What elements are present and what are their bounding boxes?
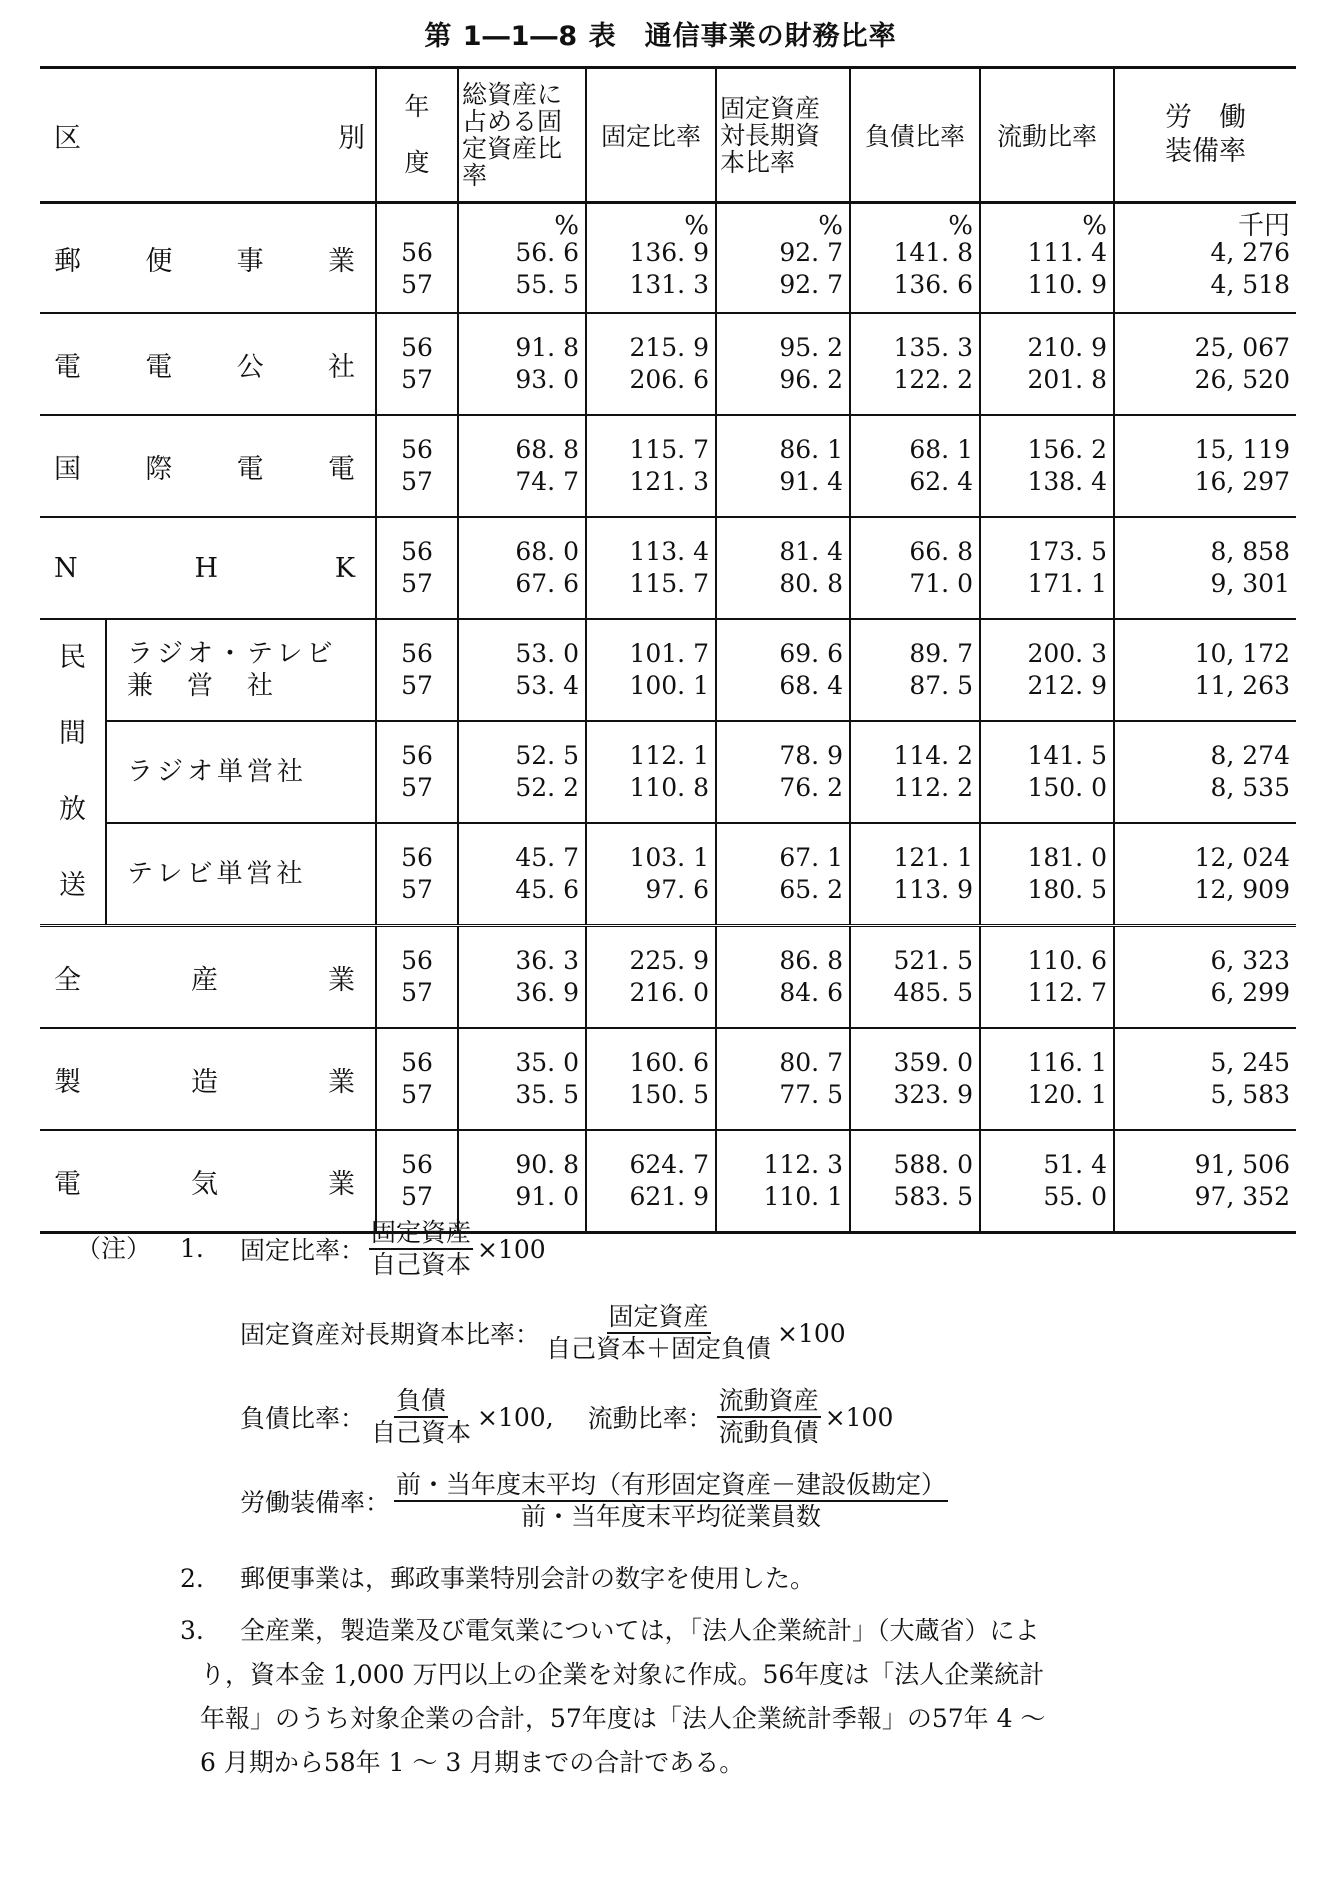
cell-c6 [1114, 415, 1296, 517]
cell-c6 [1114, 203, 1296, 314]
value: 200. 3 [1027, 639, 1107, 668]
year: 57 [401, 1080, 433, 1109]
unit-label: % [948, 211, 973, 241]
cell-year [376, 619, 458, 721]
value: 89. 7 [909, 639, 973, 668]
cell-year [376, 517, 458, 619]
value: 120. 1 [1027, 1080, 1107, 1109]
year: 56 [401, 1150, 433, 1179]
unit-label: % [554, 211, 579, 241]
cell-c6 [1114, 721, 1296, 823]
value: 92. 7 [779, 270, 843, 299]
cell-c6 [1114, 823, 1296, 926]
value: 103. 1 [629, 843, 709, 872]
cell-c4 [850, 619, 980, 721]
value: 11, 263 [1194, 671, 1290, 700]
cell-c3 [716, 415, 850, 517]
group-label-minkan: 民 間 放 送 [40, 619, 106, 926]
value: 141. 8 [893, 238, 973, 267]
table-row [40, 823, 1296, 926]
value: 35. 0 [515, 1048, 579, 1077]
cell-c2 [586, 619, 716, 721]
value: 9, 301 [1210, 569, 1290, 598]
cell-c5 [980, 1130, 1114, 1233]
header-kubun: 区 別 [40, 68, 376, 203]
header-col4: 負債比率 [850, 68, 980, 203]
value: 76. 2 [779, 773, 843, 802]
row-label: ラジオ・テレビ 兼 営 社 [106, 619, 376, 721]
header-col2: 固定比率 [586, 68, 716, 203]
value: 215. 9 [629, 333, 709, 362]
value: 121. 1 [893, 843, 973, 872]
row-label: N H K [40, 517, 376, 619]
value: 100. 1 [629, 671, 709, 700]
year: 56 [401, 435, 433, 464]
year: 57 [401, 671, 433, 700]
row-label: 国 際 電 電 [40, 415, 376, 517]
value: 55. 0 [1043, 1182, 1107, 1211]
cell-year [376, 823, 458, 926]
table-row [40, 313, 1296, 415]
formula-fixed-long-term: 固定資産対長期資本比率： $\frac{\text{固定資産}}{\text{自己資本＋固定負債}}$ ×100 [240, 1302, 846, 1363]
value: 26, 520 [1194, 365, 1290, 394]
value: 113. 4 [629, 537, 709, 566]
cell-c5 [980, 823, 1114, 926]
value: 53. 4 [515, 671, 579, 700]
cell-c2 [586, 313, 716, 415]
value: 171. 1 [1027, 569, 1107, 598]
cell-c5 [980, 517, 1114, 619]
cell-c1 [458, 1028, 586, 1130]
value: 116. 1 [1027, 1048, 1107, 1077]
unit-label: % [684, 211, 709, 241]
value: 115. 7 [629, 435, 709, 464]
value: 52. 5 [515, 741, 579, 770]
value: 8, 858 [1210, 537, 1290, 566]
cell-c3 [716, 517, 850, 619]
value: 112. 3 [763, 1150, 843, 1179]
value: 67. 1 [779, 843, 843, 872]
cell-c2 [586, 1130, 716, 1233]
table-row [40, 619, 1296, 721]
value: 86. 1 [779, 435, 843, 464]
value: 77. 5 [779, 1080, 843, 1109]
row-label: 全 産 業 [40, 926, 376, 1029]
cell-c1 [458, 926, 586, 1029]
value: 4, 518 [1210, 270, 1290, 299]
value: 96. 2 [779, 365, 843, 394]
value: 621. 9 [629, 1182, 709, 1211]
note-text-3a: 全産業，製造業及び電気業については，「法人企業統計」（大蔵省）によ [240, 1616, 1040, 1645]
value: 5, 245 [1210, 1048, 1290, 1077]
value: 45. 6 [515, 875, 579, 904]
value: 45. 7 [515, 843, 579, 872]
cell-c6 [1114, 1130, 1296, 1233]
cell-c6 [1114, 517, 1296, 619]
value: 156. 2 [1027, 435, 1107, 464]
cell-c4 [850, 415, 980, 517]
table-row [40, 415, 1296, 517]
notes-prefix: （注） [76, 1234, 152, 1263]
value: 624. 7 [629, 1150, 709, 1179]
note-text-2: 郵便事業は，郵政事業特別会計の数字を使用した。 [240, 1564, 816, 1593]
value: 71. 0 [909, 569, 973, 598]
table-row [40, 1130, 1296, 1233]
cell-year [376, 415, 458, 517]
value: 87. 5 [909, 671, 973, 700]
note-number-2: 2. [180, 1564, 204, 1593]
value: 111. 4 [1027, 238, 1107, 267]
year: 56 [401, 843, 433, 872]
formula-fixed-ratio: 固定比率： $\frac{\text{固定資産}}{\text{自己資本}}$ ×100 [240, 1218, 546, 1279]
value: 65. 2 [779, 875, 843, 904]
value: 68. 8 [515, 435, 579, 464]
cell-c5 [980, 313, 1114, 415]
value: 110. 8 [629, 773, 709, 802]
value: 485. 5 [893, 978, 973, 1007]
value: 81. 4 [779, 537, 843, 566]
value: 212. 9 [1027, 671, 1107, 700]
year: 57 [401, 1182, 433, 1211]
year: 57 [401, 270, 433, 299]
unit-label: % [1082, 211, 1107, 241]
cell-c4 [850, 517, 980, 619]
cell-c1 [458, 203, 586, 314]
cell-c1 [458, 823, 586, 926]
value: 115. 7 [629, 569, 709, 598]
row-label: 電 電 公 社 [40, 313, 376, 415]
cell-c4 [850, 823, 980, 926]
value: 84. 6 [779, 978, 843, 1007]
value: 25, 067 [1194, 333, 1290, 362]
header-col3: 固定資産 対長期資 本比率 [716, 68, 850, 203]
value: 112. 7 [1027, 978, 1107, 1007]
value: 135. 3 [893, 333, 973, 362]
value: 173. 5 [1027, 537, 1107, 566]
cell-c5 [980, 415, 1114, 517]
value: 138. 4 [1027, 467, 1107, 496]
header-year: 年 度 [376, 68, 458, 203]
note-number-3: 3. [180, 1616, 204, 1645]
cell-c2 [586, 823, 716, 926]
unit-label: 千円 [1237, 211, 1290, 241]
value: 181. 0 [1027, 843, 1107, 872]
cell-c2 [586, 721, 716, 823]
value: 113. 9 [893, 875, 973, 904]
cell-c5 [980, 1028, 1114, 1130]
cell-c4 [850, 313, 980, 415]
value: 95. 2 [779, 333, 843, 362]
value: 6, 299 [1210, 978, 1290, 1007]
value: 15, 119 [1194, 435, 1290, 464]
value: 97. 6 [645, 875, 709, 904]
year: 56 [401, 537, 433, 566]
note-text-3b: り，資本金 1,000 万円以上の企業を対象に作成。56年度は「法人企業統計 [200, 1660, 1045, 1689]
value: 78. 9 [779, 741, 843, 770]
cell-c2 [586, 926, 716, 1029]
cell-c1 [458, 619, 586, 721]
year: 56 [401, 238, 433, 267]
value: 56. 6 [515, 238, 579, 267]
cell-c4 [850, 203, 980, 314]
table-row [40, 517, 1296, 619]
value: 97, 352 [1194, 1182, 1290, 1211]
cell-c3 [716, 721, 850, 823]
cell-year [376, 1028, 458, 1130]
value: 131. 3 [629, 270, 709, 299]
cell-c1 [458, 517, 586, 619]
table-row [40, 1028, 1296, 1130]
table-body [40, 203, 1296, 1233]
value: 74. 7 [515, 467, 579, 496]
value: 36. 9 [515, 978, 579, 1007]
cell-c3 [716, 926, 850, 1029]
year: 57 [401, 978, 433, 1007]
header-col5: 流動比率 [980, 68, 1114, 203]
value: 12, 024 [1194, 843, 1290, 872]
value: 110. 1 [763, 1182, 843, 1211]
cell-c4 [850, 721, 980, 823]
value: 323. 9 [893, 1080, 973, 1109]
value: 90. 8 [515, 1150, 579, 1179]
page-title: 第 1―1―8 表 通信事業の財務比率 [424, 21, 897, 52]
cell-c3 [716, 1130, 850, 1233]
cell-year [376, 926, 458, 1029]
cell-c5 [980, 926, 1114, 1029]
value: 66. 8 [909, 537, 973, 566]
value: 206. 6 [629, 365, 709, 394]
value: 91, 506 [1194, 1150, 1290, 1179]
table-row [40, 926, 1296, 1029]
row-label: テレビ単営社 [106, 823, 376, 926]
value: 62. 4 [909, 467, 973, 496]
value: 68. 4 [779, 671, 843, 700]
value: 201. 8 [1027, 365, 1107, 394]
year: 57 [401, 467, 433, 496]
cell-c3 [716, 823, 850, 926]
value: 6, 323 [1210, 946, 1290, 975]
cell-c6 [1114, 313, 1296, 415]
value: 4, 276 [1210, 238, 1290, 267]
value: 52. 2 [515, 773, 579, 802]
value: 216. 0 [629, 978, 709, 1007]
value: 69. 6 [779, 639, 843, 668]
value: 5, 583 [1210, 1080, 1290, 1109]
cell-c2 [586, 1028, 716, 1130]
value: 114. 2 [893, 741, 973, 770]
cell-c6 [1114, 619, 1296, 721]
cell-c5 [980, 619, 1114, 721]
value: 10, 172 [1194, 639, 1290, 668]
cell-c3 [716, 313, 850, 415]
value: 136. 9 [629, 238, 709, 267]
cell-c4 [850, 1028, 980, 1130]
value: 68. 0 [515, 537, 579, 566]
value: 68. 1 [909, 435, 973, 464]
value: 12, 909 [1194, 875, 1290, 904]
year: 57 [401, 365, 433, 394]
cell-year [376, 313, 458, 415]
value: 225. 9 [629, 946, 709, 975]
note-number-1: 1. [180, 1234, 204, 1263]
note-text-3c: 年報」のうち対象企業の合計，57年度は「法人企業統計季報」の57年 4 ～ [200, 1704, 1046, 1733]
cell-c5 [980, 203, 1114, 314]
value: 583. 5 [893, 1182, 973, 1211]
cell-year [376, 721, 458, 823]
cell-c3 [716, 619, 850, 721]
header-row [40, 68, 1296, 203]
header-col6: 労 働 装備率 [1114, 68, 1296, 203]
cell-c2 [586, 203, 716, 314]
cell-year [376, 203, 458, 314]
value: 91. 4 [779, 467, 843, 496]
cell-c1 [458, 313, 586, 415]
financial-ratio-table [40, 66, 1296, 1234]
value: 80. 7 [779, 1048, 843, 1077]
cell-c5 [980, 721, 1114, 823]
formula-labor-equipment: 労働装備率： $\frac{\text{前・当年度末平均（有形固定資産－建設仮勘定）}}{\text{前・当年度末平均従業員数}}$ [240, 1470, 947, 1531]
formula-debt-current: 負債比率： $\frac{\text{負債}}{\text{自己資本}}$ ×100, 流動比率： $\frac{\text{流動資産}}{\text{流動負債}}$ ×100 [240, 1386, 894, 1447]
cell-c1 [458, 721, 586, 823]
header-col1: 総資産に 占める固 定資産比 率 [458, 68, 586, 203]
value: 122. 2 [893, 365, 973, 394]
cell-c4 [850, 926, 980, 1029]
year: 56 [401, 639, 433, 668]
value: 91. 0 [515, 1182, 579, 1211]
value: 150. 5 [629, 1080, 709, 1109]
cell-c2 [586, 517, 716, 619]
cell-c4 [850, 1130, 980, 1233]
value: 67. 6 [515, 569, 579, 598]
cell-c1 [458, 415, 586, 517]
value: 92. 7 [779, 238, 843, 267]
value: 101. 7 [629, 639, 709, 668]
value: 8, 274 [1210, 741, 1290, 770]
value: 150. 0 [1027, 773, 1107, 802]
value: 35. 5 [515, 1080, 579, 1109]
value: 80. 8 [779, 569, 843, 598]
value: 86. 8 [779, 946, 843, 975]
value: 110. 6 [1027, 946, 1107, 975]
row-label: ラジオ単営社 [106, 721, 376, 823]
value: 180. 5 [1027, 875, 1107, 904]
cell-c3 [716, 203, 850, 314]
year: 56 [401, 946, 433, 975]
cell-c2 [586, 415, 716, 517]
year: 57 [401, 773, 433, 802]
value: 93. 0 [515, 365, 579, 394]
value: 51. 4 [1043, 1150, 1107, 1179]
row-label: 製 造 業 [40, 1028, 376, 1130]
note-text-3d: 6 月期から58年 1 ～ 3 月期までの合計である。 [200, 1748, 745, 1777]
value: 16, 297 [1194, 467, 1290, 496]
year: 57 [401, 569, 433, 598]
cell-c3 [716, 1028, 850, 1130]
value: 36. 3 [515, 946, 579, 975]
value: 91. 8 [515, 333, 579, 362]
value: 121. 3 [629, 467, 709, 496]
value: 55. 5 [515, 270, 579, 299]
value: 112. 1 [629, 741, 709, 770]
year: 56 [401, 741, 433, 770]
unit-label: % [818, 211, 843, 241]
value: 160. 6 [629, 1048, 709, 1077]
table-row [40, 721, 1296, 823]
value: 210. 9 [1027, 333, 1107, 362]
value: 141. 5 [1027, 741, 1107, 770]
value: 588. 0 [893, 1150, 973, 1179]
value: 521. 5 [893, 946, 973, 975]
row-label: 郵 便 事 業 [40, 203, 376, 314]
cell-c6 [1114, 1028, 1296, 1130]
value: 53. 0 [515, 639, 579, 668]
year: 56 [401, 333, 433, 362]
value: 8, 535 [1210, 773, 1290, 802]
cell-c6 [1114, 926, 1296, 1029]
value: 359. 0 [893, 1048, 973, 1077]
value: 112. 2 [893, 773, 973, 802]
value: 136. 6 [893, 270, 973, 299]
table-row [40, 203, 1296, 314]
year: 56 [401, 1048, 433, 1077]
value: 110. 9 [1027, 270, 1107, 299]
row-label: 電 気 業 [40, 1130, 376, 1233]
year: 57 [401, 875, 433, 904]
